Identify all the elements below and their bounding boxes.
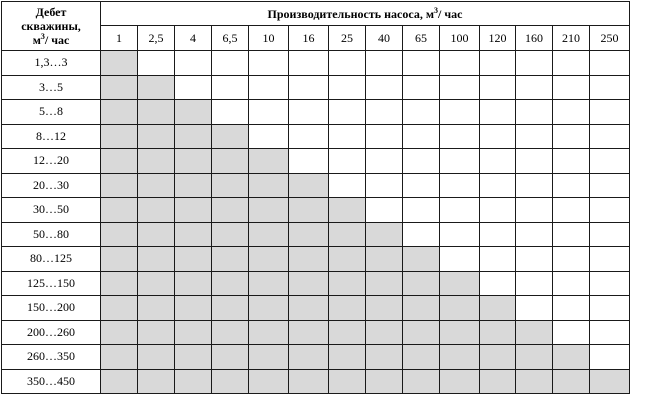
compatible-cell: [289, 271, 329, 296]
compatible-cell: [101, 320, 138, 345]
debit-label-cell: 200…260: [2, 320, 101, 345]
empty-cell: [480, 124, 516, 149]
compatible-cell: [329, 369, 366, 394]
capacity-header-cell: 1: [101, 26, 138, 51]
compatible-cell: [403, 320, 440, 345]
compatible-cell: [289, 345, 329, 370]
table-row: [2, 100, 630, 125]
compatible-cell: [329, 271, 366, 296]
compatible-cell: [101, 345, 138, 370]
table-row: [2, 247, 630, 272]
table-row: [2, 296, 630, 321]
empty-cell: [516, 124, 553, 149]
empty-cell: [249, 124, 289, 149]
compatible-cell: [175, 100, 212, 125]
compatible-cell: [289, 222, 329, 247]
compatible-cell: [249, 271, 289, 296]
empty-cell: [516, 222, 553, 247]
capacity-header-cell: 120: [480, 26, 516, 51]
empty-cell: [516, 296, 553, 321]
compatible-cell: [101, 271, 138, 296]
compatible-cell: [366, 320, 403, 345]
compatible-cell: [212, 247, 249, 272]
compatible-cell: [480, 369, 516, 394]
compatible-cell: [553, 369, 590, 394]
debit-label-cell: 350…450: [2, 369, 101, 394]
capacity-header-cell: 210: [553, 26, 590, 51]
debit-label-cell: 3…5: [2, 75, 101, 100]
compatible-cell: [249, 320, 289, 345]
compatible-cell: [175, 369, 212, 394]
compatible-cell: [249, 222, 289, 247]
compatible-cell: [366, 247, 403, 272]
empty-cell: [212, 51, 249, 76]
compatible-cell: [101, 75, 138, 100]
compatible-cell: [516, 320, 553, 345]
compatible-cell: [366, 271, 403, 296]
column-header-pump-capacity: Производительность насоса, $м^3/$ час: [101, 2, 630, 26]
empty-cell: [440, 149, 480, 174]
compatible-cell: [175, 198, 212, 223]
table-row: [2, 124, 630, 149]
empty-cell: [516, 149, 553, 174]
compatible-cell: [480, 296, 516, 321]
compatible-cell: [101, 51, 138, 76]
empty-cell: [175, 51, 212, 76]
compatible-cell: [212, 173, 249, 198]
empty-cell: [329, 124, 366, 149]
compatible-cell: [329, 198, 366, 223]
compatible-cell: [138, 75, 175, 100]
capacity-header-cell: 160: [516, 26, 553, 51]
empty-cell: [516, 271, 553, 296]
empty-cell: [590, 173, 630, 198]
compatible-cell: [289, 247, 329, 272]
table-row: [2, 345, 630, 370]
empty-cell: [403, 198, 440, 223]
empty-cell: [403, 100, 440, 125]
empty-cell: [440, 51, 480, 76]
compatible-cell: [590, 369, 630, 394]
empty-cell: [366, 173, 403, 198]
compatible-cell: [440, 345, 480, 370]
empty-cell: [480, 100, 516, 125]
table-body: [2, 51, 630, 394]
empty-cell: [480, 247, 516, 272]
pump-selection-table: [1, 1, 630, 394]
empty-cell: [553, 149, 590, 174]
compatible-cell: [249, 296, 289, 321]
empty-cell: [440, 173, 480, 198]
empty-cell: [366, 124, 403, 149]
empty-cell: [590, 320, 630, 345]
empty-cell: [289, 149, 329, 174]
compatible-cell: [249, 247, 289, 272]
debit-label-cell: 150…200: [2, 296, 101, 321]
debit-label-cell: 12…20: [2, 149, 101, 174]
compatible-cell: [175, 345, 212, 370]
empty-cell: [590, 296, 630, 321]
debit-label-cell: 5…8: [2, 100, 101, 125]
compatible-cell: [212, 124, 249, 149]
compatible-cell: [175, 320, 212, 345]
table-row: [2, 75, 630, 100]
compatible-cell: [289, 173, 329, 198]
compatible-cell: [175, 271, 212, 296]
compatible-cell: [212, 198, 249, 223]
compatible-cell: [101, 100, 138, 125]
empty-cell: [366, 198, 403, 223]
compatible-cell: [329, 296, 366, 321]
empty-cell: [403, 173, 440, 198]
capacity-header-cell: 25: [329, 26, 366, 51]
compatible-cell: [289, 296, 329, 321]
empty-cell: [553, 271, 590, 296]
empty-cell: [175, 75, 212, 100]
compatible-cell: [101, 369, 138, 394]
compatible-cell: [403, 369, 440, 394]
compatible-cell: [553, 345, 590, 370]
empty-cell: [516, 75, 553, 100]
empty-cell: [440, 75, 480, 100]
empty-cell: [516, 51, 553, 76]
empty-cell: [590, 124, 630, 149]
compatible-cell: [440, 271, 480, 296]
compatible-cell: [101, 247, 138, 272]
compatible-cell: [366, 296, 403, 321]
compatible-cell: [289, 198, 329, 223]
empty-cell: [480, 271, 516, 296]
compatible-cell: [249, 369, 289, 394]
empty-cell: [289, 75, 329, 100]
compatible-cell: [175, 149, 212, 174]
compatible-cell: [101, 173, 138, 198]
empty-cell: [553, 296, 590, 321]
compatible-cell: [212, 222, 249, 247]
compatible-cell: [175, 296, 212, 321]
compatible-cell: [175, 247, 212, 272]
capacity-header-cell: 250: [590, 26, 630, 51]
empty-cell: [553, 247, 590, 272]
compatible-cell: [480, 320, 516, 345]
compatible-cell: [138, 271, 175, 296]
compatible-cell: [138, 149, 175, 174]
compatible-cell: [329, 320, 366, 345]
compatible-cell: [480, 345, 516, 370]
empty-cell: [329, 173, 366, 198]
compatible-cell: [516, 345, 553, 370]
compatible-cell: [138, 173, 175, 198]
empty-cell: [590, 222, 630, 247]
empty-cell: [590, 271, 630, 296]
table-row: [2, 149, 630, 174]
empty-cell: [403, 75, 440, 100]
capacity-header-cell: 10: [249, 26, 289, 51]
compatible-cell: [366, 369, 403, 394]
empty-cell: [403, 222, 440, 247]
empty-cell: [553, 51, 590, 76]
capacity-header-cell: 6,5: [212, 26, 249, 51]
compatible-cell: [101, 296, 138, 321]
empty-cell: [403, 51, 440, 76]
compatible-cell: [101, 149, 138, 174]
empty-cell: [329, 75, 366, 100]
compatible-cell: [138, 320, 175, 345]
compatible-cell: [212, 369, 249, 394]
compatible-cell: [138, 222, 175, 247]
capacity-header-cell: 65: [403, 26, 440, 51]
debit-label-cell: 1,3…3: [2, 51, 101, 76]
empty-cell: [366, 75, 403, 100]
compatible-cell: [440, 296, 480, 321]
capacity-header-cell: 40: [366, 26, 403, 51]
table-row: [2, 51, 630, 76]
empty-cell: [553, 320, 590, 345]
empty-cell: [329, 51, 366, 76]
empty-cell: [590, 100, 630, 125]
empty-cell: [553, 173, 590, 198]
empty-cell: [480, 173, 516, 198]
compatible-cell: [249, 345, 289, 370]
table-row: [2, 320, 630, 345]
compatible-cell: [403, 247, 440, 272]
empty-cell: [553, 75, 590, 100]
empty-cell: [480, 51, 516, 76]
table-row: [2, 198, 630, 223]
debit-label-cell: 30…50: [2, 198, 101, 223]
capacity-header-cell: 4: [175, 26, 212, 51]
table-row: [2, 173, 630, 198]
debit-label-cell: 260…350: [2, 345, 101, 370]
empty-cell: [329, 149, 366, 174]
empty-cell: [212, 100, 249, 125]
empty-cell: [440, 198, 480, 223]
empty-cell: [440, 100, 480, 125]
compatible-cell: [329, 345, 366, 370]
table-row: [2, 369, 630, 394]
debit-label-cell: 20…30: [2, 173, 101, 198]
empty-cell: [516, 173, 553, 198]
empty-cell: [440, 124, 480, 149]
compatible-cell: [249, 149, 289, 174]
compatible-cell: [175, 124, 212, 149]
empty-cell: [590, 75, 630, 100]
empty-cell: [516, 198, 553, 223]
capacity-header-cell: 2,5: [138, 26, 175, 51]
empty-cell: [480, 149, 516, 174]
debit-label-cell: 8…12: [2, 124, 101, 149]
row-header-line2: скважины,: [21, 19, 81, 33]
compatible-cell: [212, 320, 249, 345]
empty-cell: [590, 198, 630, 223]
compatible-cell: [403, 271, 440, 296]
debit-label-cell: 50…80: [2, 222, 101, 247]
row-header-line1: Дебет: [35, 5, 67, 19]
compatible-cell: [138, 345, 175, 370]
compatible-cell: [403, 345, 440, 370]
table-row: [2, 222, 630, 247]
compatible-cell: [329, 222, 366, 247]
debit-label-cell: 125…150: [2, 271, 101, 296]
empty-cell: [480, 198, 516, 223]
compatible-cell: [138, 247, 175, 272]
compatible-cell: [138, 124, 175, 149]
compatible-cell: [101, 222, 138, 247]
compatible-cell: [366, 222, 403, 247]
compatible-cell: [175, 222, 212, 247]
empty-cell: [212, 75, 249, 100]
empty-cell: [329, 100, 366, 125]
compatible-cell: [101, 124, 138, 149]
empty-cell: [553, 124, 590, 149]
compatible-cell: [289, 320, 329, 345]
empty-cell: [590, 247, 630, 272]
empty-cell: [289, 51, 329, 76]
empty-cell: [403, 149, 440, 174]
empty-cell: [249, 51, 289, 76]
empty-cell: [516, 247, 553, 272]
empty-cell: [403, 124, 440, 149]
empty-cell: [138, 51, 175, 76]
empty-cell: [366, 149, 403, 174]
compatible-cell: [138, 198, 175, 223]
empty-cell: [553, 100, 590, 125]
compatible-cell: [289, 369, 329, 394]
compatible-cell: [175, 173, 212, 198]
compatible-cell: [138, 100, 175, 125]
empty-cell: [366, 51, 403, 76]
capacity-header-cell: 16: [289, 26, 329, 51]
debit-label-cell: 80…125: [2, 247, 101, 272]
compatible-cell: [516, 369, 553, 394]
empty-cell: [590, 51, 630, 76]
row-header-debit: [2, 2, 101, 51]
compatible-cell: [138, 369, 175, 394]
compatible-cell: [138, 296, 175, 321]
compatible-cell: [249, 198, 289, 223]
compatible-cell: [366, 345, 403, 370]
compatible-cell: [329, 247, 366, 272]
compatible-cell: [212, 345, 249, 370]
compatible-cell: [249, 173, 289, 198]
empty-cell: [480, 222, 516, 247]
empty-cell: [590, 345, 630, 370]
empty-cell: [249, 100, 289, 125]
compatible-cell: [440, 320, 480, 345]
empty-cell: [366, 100, 403, 125]
empty-cell: [553, 198, 590, 223]
compatible-cell: [212, 271, 249, 296]
empty-cell: [440, 247, 480, 272]
compatible-cell: [440, 369, 480, 394]
empty-cell: [480, 75, 516, 100]
capacity-header-cell: 100: [440, 26, 480, 51]
compatible-cell: [101, 198, 138, 223]
table-row: [2, 271, 630, 296]
row-header-unit: $м^3/$ час: [32, 32, 70, 47]
compatible-cell: [212, 296, 249, 321]
empty-cell: [249, 75, 289, 100]
empty-cell: [289, 124, 329, 149]
compatible-cell: [403, 296, 440, 321]
empty-cell: [590, 149, 630, 174]
empty-cell: [516, 100, 553, 125]
empty-cell: [553, 222, 590, 247]
empty-cell: [440, 222, 480, 247]
empty-cell: [289, 100, 329, 125]
compatible-cell: [212, 149, 249, 174]
